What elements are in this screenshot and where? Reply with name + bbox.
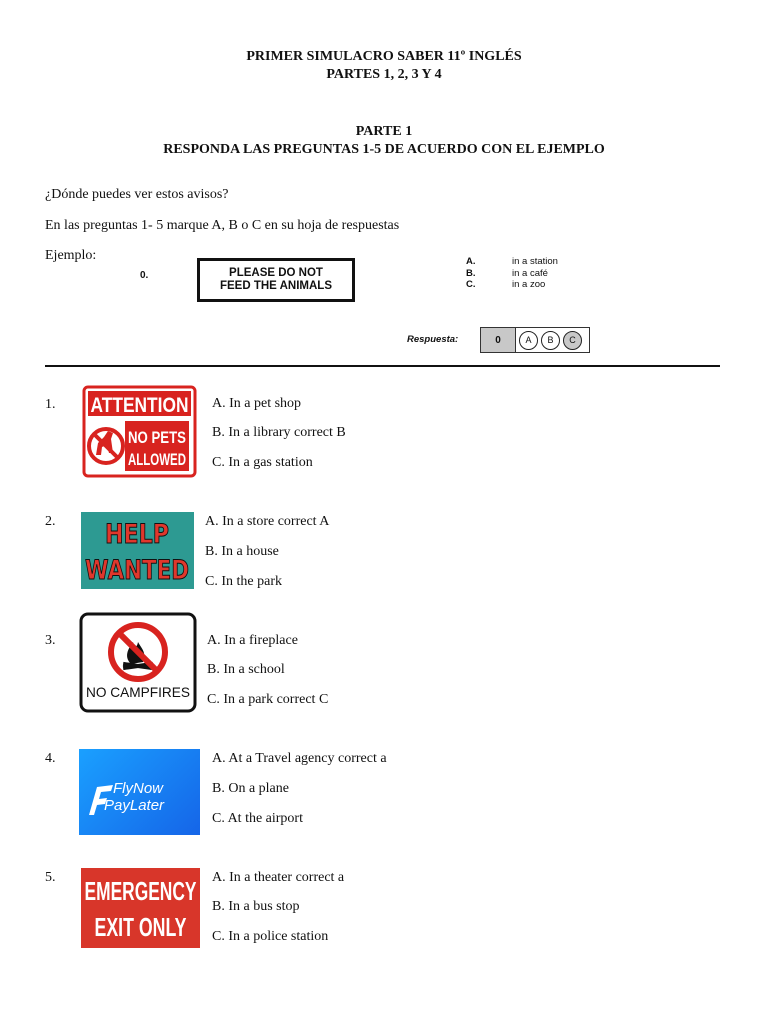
question-5-number: 5. (45, 870, 56, 885)
answer-label: Respuesta: (407, 334, 459, 345)
example-sign (197, 258, 355, 302)
example-option-c: C. in a zoo (466, 279, 546, 290)
sign-nopets-text: NO PETS (128, 428, 186, 447)
question-3-option-c: C. In a park correct C (207, 692, 329, 707)
question-1-option-c: C. In a gas station (212, 455, 313, 470)
question-3-option-a: A. In a fireplace (207, 633, 298, 648)
example-sign-line1: PLEASE DO NOT (229, 267, 323, 279)
bubble-a: A (519, 331, 538, 350)
question-3-number: 3. (45, 633, 56, 648)
document-title: PRIMER SIMULACRO SABER 11º INGLÉS (246, 49, 522, 64)
example-sign-line2: FEED THE ANIMALS (219, 280, 333, 292)
question-4-number: 4. (45, 751, 56, 766)
emergency-exit-sign-image (81, 868, 200, 948)
part-title: PARTE 1 (355, 124, 413, 139)
intro-question: ¿Dónde puedes ver estos avisos? (45, 187, 229, 202)
question-4-option-a: A. At a Travel agency correct a (212, 751, 387, 766)
example-option-a: A. in a station (466, 256, 558, 267)
intro-instruction: En las preguntas 1- 5 marque A, B o C en su hoja de respuestas (45, 218, 400, 233)
sign-nocampfires-text: NO CAMPFIRES (86, 684, 190, 700)
question-5-option-a: A. In a theater correct a (212, 870, 345, 885)
question-2-option-c: C. In the park (205, 574, 282, 589)
question-2-option-a: A. In a store correct A (205, 514, 330, 529)
no-pets-sign-image (82, 385, 197, 478)
question-2-number: 2. (45, 514, 56, 529)
sign-exitonly-text: EXIT ONLY (94, 912, 187, 942)
flynow-paylater-logo-image (79, 749, 200, 835)
sign-emergency-text: EMERGENCY (84, 876, 197, 906)
section-divider (45, 365, 720, 367)
example-option-b: B. in a café (466, 267, 548, 279)
question-2-option-b: B. In a house (205, 544, 279, 559)
part-instruction: RESPONDA LAS PREGUNTAS 1-5 DE ACUERDO CON EL EJEMPLO (163, 142, 605, 157)
sign-attention-text: ATTENTION (90, 394, 189, 417)
question-5-option-b: B. In a bus stop (212, 899, 300, 914)
document-subtitle: PARTES 1, 2, 3 Y 4 (326, 67, 442, 82)
sign-paylater-text: PayLater (104, 797, 165, 814)
answer-sheet-example (480, 327, 590, 353)
bubble-b: B (541, 331, 560, 350)
answer-number: 0 (481, 328, 516, 352)
no-campfires-sign-image (79, 612, 197, 713)
question-3-option-b: B. In a school (207, 662, 285, 677)
question-5-option-c: C. In a police station (212, 929, 329, 944)
question-1-number: 1. (45, 397, 56, 412)
sign-flynow-text: FlyNow (113, 780, 164, 797)
sign-wanted-text: WANTED (85, 555, 189, 586)
question-4-option-b: B. On a plane (212, 781, 289, 796)
bubble-c-selected: C (563, 331, 582, 350)
question-4-option-c: C. At the airport (212, 811, 303, 826)
sign-allowed-text: ALLOWED (128, 450, 186, 469)
question-1-option-a: A. In a pet shop (212, 396, 302, 411)
example-label: Ejemplo: (45, 248, 97, 263)
example-number: 0. (140, 270, 149, 281)
question-1-option-b: B. In a library correct B (212, 425, 346, 440)
help-wanted-sign-image (81, 512, 194, 589)
example-options (466, 256, 558, 291)
sign-help-text: HELP (105, 519, 169, 550)
